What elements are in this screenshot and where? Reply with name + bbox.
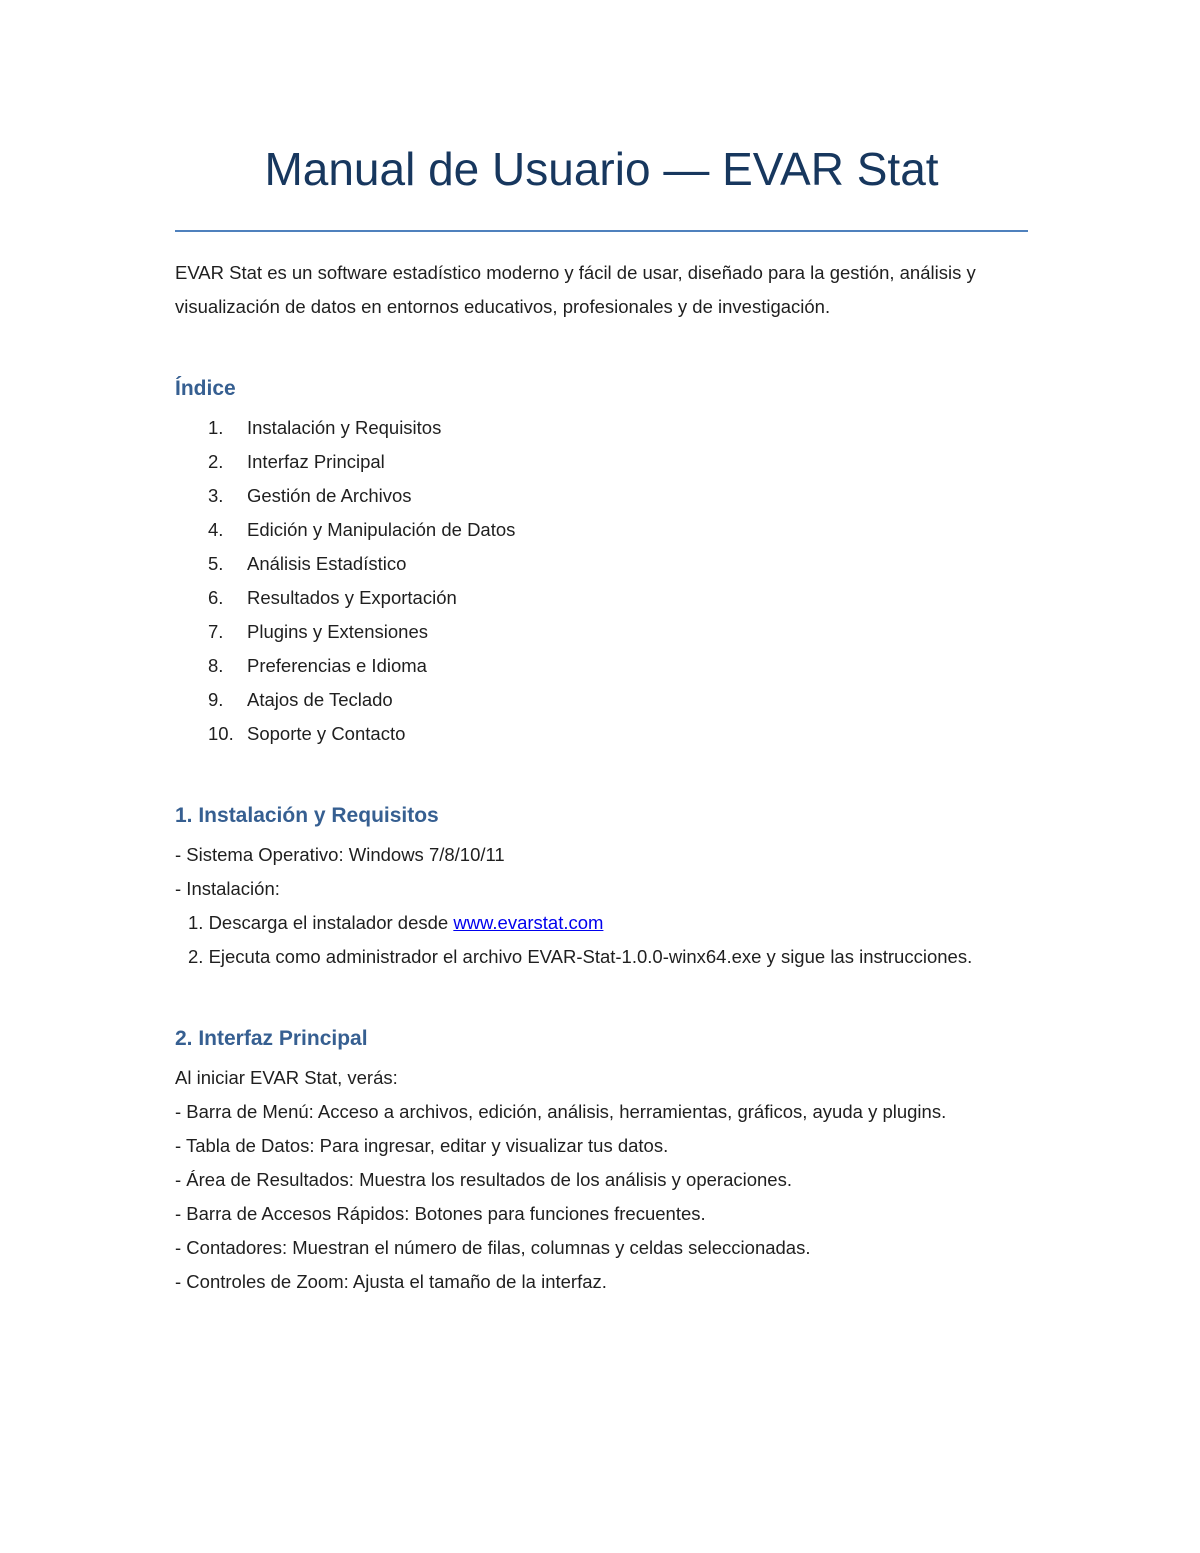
toc-item-number: 1. <box>208 417 224 438</box>
toc-item-label: Soporte y Contacto <box>247 723 406 744</box>
toc-item-label: Resultados y Exportación <box>247 587 457 608</box>
interface-bullet: - Tabla de Datos: Para ingresar, editar y visualizar tus datos. <box>175 1135 669 1156</box>
document-title: Manual de Usuario — EVAR Stat <box>264 143 939 195</box>
toc-item-label: Atajos de Teclado <box>247 689 393 710</box>
website-link[interactable]: www.evarstat.com <box>453 912 604 933</box>
section-2-lead: Al iniciar EVAR Stat, verás: <box>175 1067 398 1088</box>
toc-item-number: 5. <box>208 553 224 574</box>
toc-item-number: 6. <box>208 587 224 608</box>
toc-item-label: Preferencias e Idioma <box>247 655 427 676</box>
toc-item-number: 3. <box>208 485 224 506</box>
install-step-1 <box>175 906 972 940</box>
section-2-heading: 2. Interfaz Principal <box>175 1027 368 1050</box>
intro-paragraph: EVAR Stat es un software estadístico moderno y fácil de usar, diseñado para la gestión, análisis y visualización de datos en entornos educativos, profesionales y de investigación. <box>175 262 976 317</box>
toc-item-number: 10. <box>208 723 234 744</box>
toc-heading: Índice <box>175 377 236 400</box>
section-1-heading: 1. Instalación y Requisitos <box>175 804 439 827</box>
interface-bullet: - Barra de Menú: Acceso a archivos, edición, análisis, herramientas, gráficos, ayuda y plugins. <box>175 1101 947 1122</box>
toc-item-number: 4. <box>208 519 224 540</box>
installation-line: - Instalación: <box>175 878 280 899</box>
install-step-2: 2. Ejecuta como administrador el archivo EVAR-Stat-1.0.0-winx64.exe y sigue las instrucciones. <box>188 946 973 967</box>
toc-item-label: Análisis Estadístico <box>247 553 407 574</box>
toc-item-number: 9. <box>208 689 224 710</box>
section-2-body <box>175 1061 946 1299</box>
toc-item-number: 7. <box>208 621 224 642</box>
interface-bullet: - Controles de Zoom: Ajusta el tamaño de la interfaz. <box>175 1271 607 1292</box>
os-requirement-line: - Sistema Operativo: Windows 7/8/10/11 <box>175 844 505 865</box>
toc-item-label: Plugins y Extensiones <box>247 621 428 642</box>
toc-item-label: Gestión de Archivos <box>247 485 412 506</box>
toc-item-label: Edición y Manipulación de Datos <box>247 519 516 540</box>
interface-bullet: - Contadores: Muestran el número de filas, columnas y celdas seleccionadas. <box>175 1237 811 1258</box>
toc-item-label: Instalación y Requisitos <box>247 417 442 438</box>
section-1-body <box>175 838 972 974</box>
interface-bullet: - Área de Resultados: Muestra los resultados de los análisis y operaciones. <box>175 1169 792 1190</box>
interface-bullet: - Barra de Accesos Rápidos: Botones para funciones frecuentes. <box>175 1203 706 1224</box>
toc-item-number: 2. <box>208 451 224 472</box>
install-step-1-text: 1. Descarga el instalador desde <box>188 912 454 933</box>
toc-item-number: 8. <box>208 655 224 676</box>
title-divider <box>175 230 1028 232</box>
toc-item-label: Interfaz Principal <box>247 451 385 472</box>
